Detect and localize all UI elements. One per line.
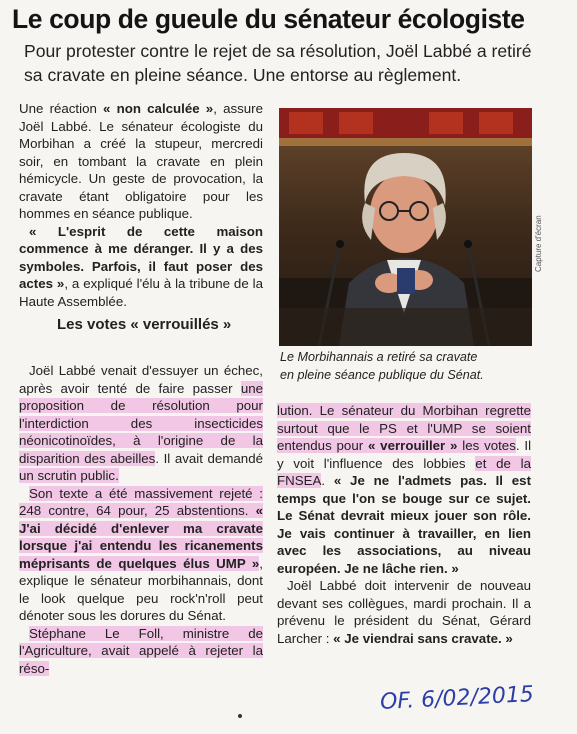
paragraph-3: Joël Labbé venait d'essuyer un échec, après avoir tenté de faire passer une proposition de résolution pour l'interdiction des insecticides néonicotinoïdes, à l'origine de la disparition des abeilles. Il avait demandé un scrutin public. <box>19 363 263 483</box>
paragraph-5 <box>19 625 263 678</box>
headline: Le coup de gueule du sénateur écologiste <box>12 4 525 34</box>
column-left-top <box>19 100 263 338</box>
handwritten-source-note: OF. 6/02/2015 <box>379 681 535 716</box>
paragraph-7: Joël Labbé doit intervenir de nouveau devant ses collègues, mardi prochain. Il a prévenu le président du Sénat, Gérard Larcher : « Je viendrai sans cravate. » <box>277 578 531 646</box>
highlighted-text: Stéphane Le Foll, ministre de l'Agriculture, avait appelé à rejeter la réso- <box>19 625 263 676</box>
subheading: Les votes « verrouillés » <box>57 316 232 333</box>
quote: « Je ne l'admets pas. Il est temps que l'on se bouge sur ce sujet. Le Sénat devrait mieux jouer son rôle. Je vais continuer à travailler, en lien avec les associations, au niveau européen. Je ne lâche rien. » <box>277 473 531 576</box>
standfirst: Pour protester contre le rejet de sa résolution, Joël Labbé a retiré sa cravate en pleine séance. Une entorse au règlement. <box>24 41 532 85</box>
paragraph-1: Une réaction « non calculée », assure Joël Labbé. Le sénateur écologiste du Morbihan a créé la stupeur, mercredi soir, en tombant la cravate en plein hémicycle. Un geste de provocation, la cravate étant obligatoire pour les hommes en séance publique. <box>19 101 263 221</box>
highlighted-text: un scrutin public. <box>19 468 119 483</box>
highlighted-quote: « verrouiller » <box>367 438 458 453</box>
paragraph-4: Son texte a été massivement rejeté : 248 contre, 64 pour, 25 abstentions. « J'ai décidé d'enlever ma cravate lorsque j'ai entendu les ricanements méprisants de quelques élus UMP », explique le sénateur morbihannais, dont le look quelque peu rock'n'roll peut dénoter sous les dorures du Sénat. <box>19 485 263 623</box>
paragraph-2: « L'esprit de cette maison commence à me déranger. Il y a des symboles. Parfois, il faut poser des actes », a expliqué l'élu à la tribune de la Haute Assemblée. <box>19 223 263 309</box>
column-left-bottom <box>19 362 263 677</box>
highlighted-text: Son texte a été massivement rejeté : 248 contre, 64 pour, 25 abstentions. <box>19 485 263 518</box>
column-right <box>277 402 531 647</box>
highlighted-text: les votes <box>457 438 516 453</box>
highlighted-text: lution. Le sénateur du Morbihan regrette surtout que le PS et l'UMP se soient entendus pour <box>277 403 531 453</box>
print-dot <box>238 714 242 718</box>
highlighted-text: une proposition de résolution pour l'interdiction des insecticides néonicotinoïdes, à l'origine de la disparition des abeilles <box>19 380 263 466</box>
photo-illustration <box>279 108 532 346</box>
quote: « L'esprit de cette maison commence à me déranger. Il y a des symboles. Parfois, il faut poser des actes » <box>19 223 263 291</box>
photo-senator <box>279 108 532 346</box>
paragraph-6: lution. Le sénateur du Morbihan regrette surtout que le PS et l'UMP se soient entendus pour « verrouiller » les votes. Il y voit l'influence des lobbies et de la FNSEA. « Je ne l'admets pas. Il est temps que l'on se bouge sur ce sujet. Le Sénat devrait mieux jouer son rôle. Je vais continuer à travailler, en lien avec les associations, au niveau européen. Je ne lâche rien. » <box>277 403 532 576</box>
quote: « Je viendrai sans cravate. » <box>333 630 513 646</box>
photo-credit: Capture d'écran <box>534 215 543 272</box>
highlighted-text: et de la FNSEA <box>277 455 531 488</box>
highlighted-quote: « J'ai décidé d'enlever ma cravate lorsque j'ai entendu les ricanements méprisants de quelques élus UMP » <box>19 503 263 571</box>
photo-caption: Le Morbihannais a retiré sa cravate en pleine séance publique du Sénat. <box>280 350 484 382</box>
